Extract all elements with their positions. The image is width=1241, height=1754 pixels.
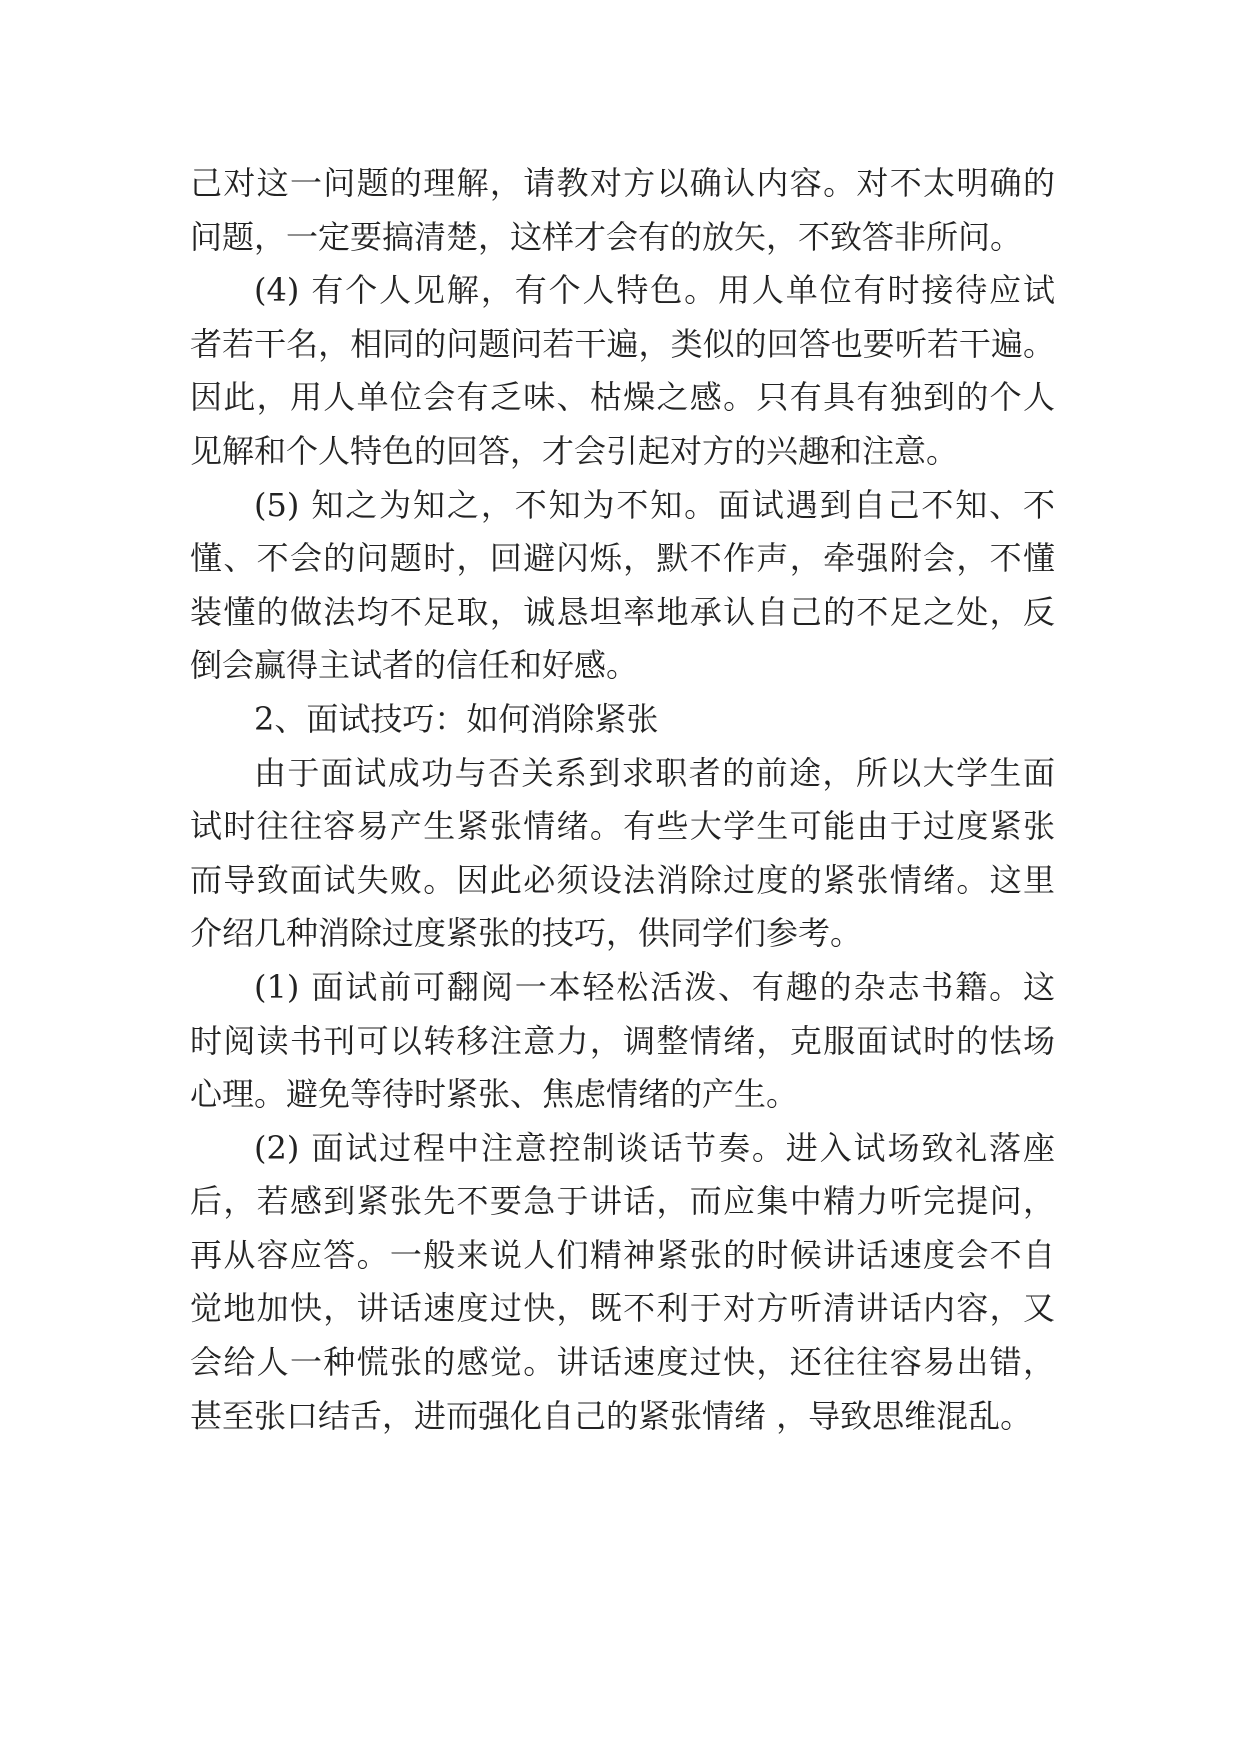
section-heading: 2、面试技巧：如何消除紧张	[254, 699, 659, 738]
text-line: 见解和个人特色的回答，才会引起对方的兴趣和注意。	[190, 431, 959, 470]
text-line: 倒会赢得主试者的信任和好感。	[190, 646, 639, 685]
text-line: 由于面试成功与否关系到求职者的前途，所以大学生面	[254, 753, 1055, 792]
text-line: 心理。避免等待时紧张、焦虑情绪的产生。	[190, 1075, 799, 1114]
text-line: 者若干名，相同的问题问若干遍，类似的回答也要听若干遍。	[190, 324, 1055, 363]
list-item-heading: (1) 面试前可翻阅一本轻松活泼、有趣的杂志书籍。这	[254, 967, 1055, 1006]
text-line: 介绍几种消除过度紧张的技巧，供同学们参考。	[190, 914, 863, 953]
text-line: 装懂的做法均不足取，诚恳坦率地承认自己的不足之处，反	[190, 592, 1055, 631]
text-line: 甚至张口结舌，进而强化自己的紧张情绪 ，导致思维混乱。	[190, 1396, 1033, 1435]
text-line: 试时往往容易产生紧张情绪。有些大学生可能由于过度紧张	[190, 807, 1055, 846]
list-item-heading: (2) 面试过程中注意控制谈话节奏。进入试场致礼落座	[254, 1128, 1055, 1167]
list-item-heading: (5) 知之为知之，不知为不知。面试遇到自己不知、不	[254, 485, 1055, 524]
text-line: 再从容应答。一般来说人们精神紧张的时候讲话速度会不自	[190, 1235, 1055, 1274]
text-line: 觉地加快，讲话速度过快，既不利于对方听清讲话内容，又	[190, 1289, 1055, 1328]
list-item-heading: (4) 有个人见解，有个人特色。用人单位有时接待应试	[254, 271, 1055, 310]
text-line: 会给人一种慌张的感觉。讲话速度过快，还往往容易出错，	[190, 1343, 1055, 1382]
text-line: 懂、不会的问题时，回避闪烁，默不作声，牵强附会，不懂	[190, 539, 1055, 578]
text-line: 因此，用人单位会有乏味、枯燥之感。只有具有独到的个人	[190, 378, 1055, 417]
text-line: 问题，一定要搞清楚，这样才会有的放矢，不致答非所问。	[190, 217, 1023, 256]
text-line: 时阅读书刊可以转移注意力，调整情绪，克服面试时的怯场	[190, 1021, 1055, 1060]
text-line: 己对这一问题的理解，请教对方以确认内容。对不太明确的	[190, 164, 1055, 202]
text-line: 而导致面试失败。因此必须设法消除过度的紧张情绪。这里	[190, 860, 1055, 899]
body-text	[190, 157, 1055, 1443]
text-line: 后，若感到紧张先不要急于讲话，而应集中精力听完提问，	[190, 1182, 1055, 1221]
